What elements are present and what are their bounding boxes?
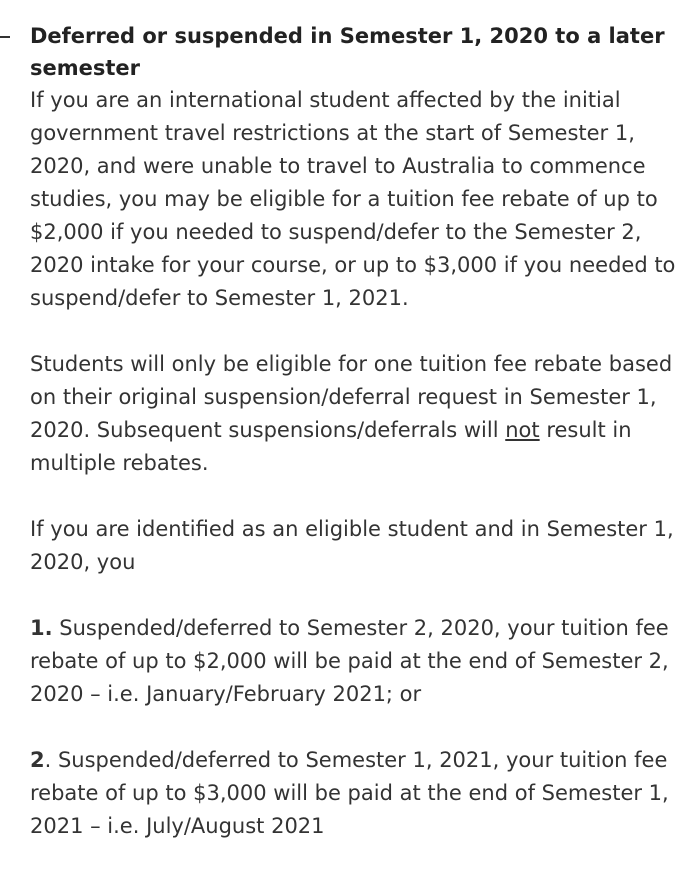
collapse-dash-icon[interactable] xyxy=(0,36,10,38)
single-rebate-text-start: Students will only be eligible for one tuition fee rebate based on their original suspension/deferral request in Semester 1, 2020. Subsequent suspensions/deferrals will xyxy=(30,352,673,442)
list-item-1 xyxy=(30,612,680,711)
section-heading: Deferred or suspended in Semester 1, 2020 to a later semester xyxy=(30,24,665,80)
single-rebate-paragraph xyxy=(30,348,680,480)
list-item-2-number: 2 xyxy=(30,748,45,772)
spacer xyxy=(30,711,680,744)
spacer xyxy=(30,579,680,612)
eligibility-paragraph: If you are an international student affected by the initial government travel restrictions at the start of Semester 1, 2020, and were unable to travel to Australia to commence studies, you may be eligible for a tuition fee rebate of up to $2,000 if you needed to suspend/defer to the Semester 2, 2020 intake for your course, or up to $3,000 if you needed to suspend/defer to Semester 1, 2021. xyxy=(30,88,676,310)
emphasis-not: not xyxy=(505,418,540,442)
identified-student-paragraph: If you are identified as an eligible student and in Semester 1, 2020, you xyxy=(30,517,674,574)
deferral-section xyxy=(30,20,680,843)
spacer xyxy=(30,480,680,513)
list-item-1-number: 1. xyxy=(30,616,53,640)
single-rebate-text-end: result in multiple rebates. xyxy=(30,418,632,475)
spacer xyxy=(30,315,680,348)
list-item-2-text: . Suspended/deferred to Semester 1, 2021, your tuition fee rebate of up to $3,000 will be paid at the end of Semester 1, 2021 – i.e. July/August 2021 xyxy=(30,748,669,838)
list-item-1-text: Suspended/deferred to Semester 2, 2020, your tuition fee rebate of up to $2,000 will be paid at the end of Semester 2, 2020 – i.e. January/February 2021; or xyxy=(30,616,669,706)
list-item-2 xyxy=(30,744,680,843)
